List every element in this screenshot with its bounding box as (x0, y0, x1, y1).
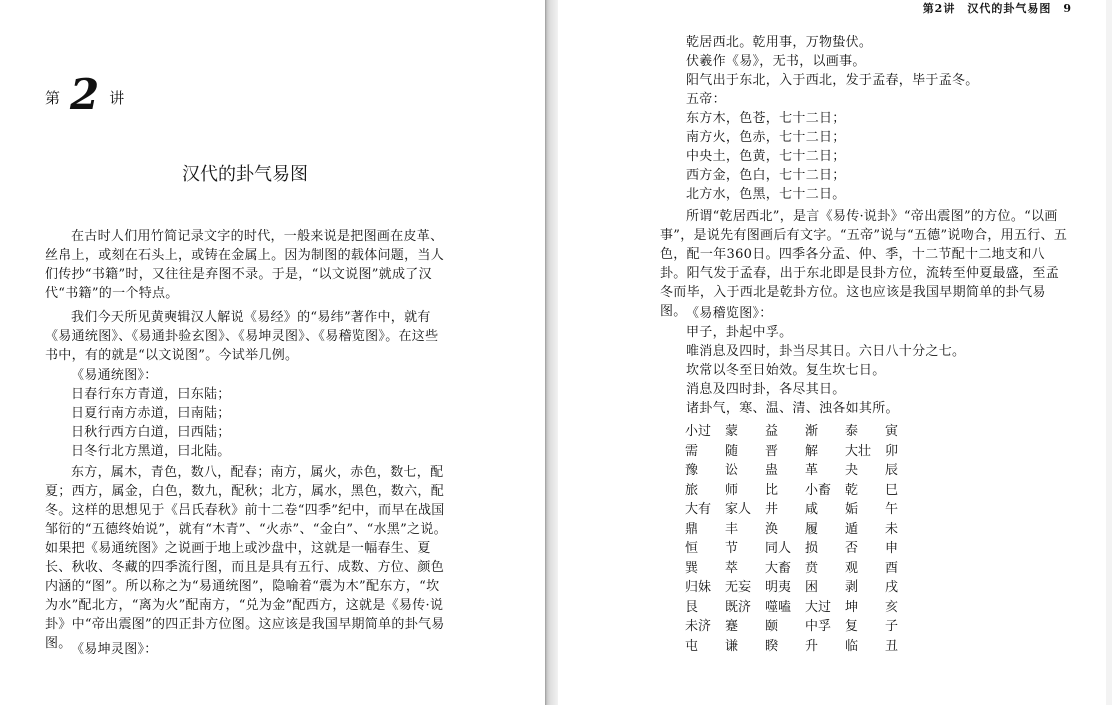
gua-cell: 师 (725, 482, 739, 498)
gua-cell: 巽 (685, 560, 699, 576)
gua-cell: 咸 (805, 502, 819, 518)
quote-line: 日夏行南方赤道，曰南陆； (71, 406, 231, 421)
gua-row (685, 635, 925, 655)
gua-branch-cell: 酉 (885, 560, 899, 576)
paragraph-2: 我们今天所见黄奭辑汉人解说《易经》的“易纬”著作中，就有《易通统图》、《易通卦验玄图》、《易坤灵图》、《易稽览图》。在这些书中，有的就是“以文说图”。今试举几例。 (45, 310, 439, 363)
gua-row (685, 537, 925, 557)
gua-cell: 谦 (725, 638, 739, 654)
scrollbar[interactable] (1106, 0, 1112, 705)
gua-cell: 复 (845, 619, 859, 635)
gua-branch-cell: 亥 (885, 599, 899, 615)
chapter-heading (45, 64, 125, 119)
gua-cell: 涣 (765, 521, 779, 537)
gua-branch-cell: 午 (885, 502, 899, 518)
gua-row (685, 576, 925, 596)
text-line: 伏羲作《易》，无书，以画事。 (686, 54, 866, 69)
gua-row (685, 615, 925, 635)
gua-cell: 大壮 (845, 443, 872, 459)
gua-cell: 随 (725, 443, 739, 459)
left-page (0, 0, 545, 705)
gua-cell: 睽 (765, 638, 779, 654)
gua-cell: 颐 (765, 619, 779, 635)
gua-branch-cell: 子 (885, 619, 899, 635)
gua-cell: 夬 (845, 463, 859, 479)
gua-cell: 中孚 (805, 619, 832, 635)
gua-row (685, 420, 925, 440)
gua-cell: 旅 (685, 482, 699, 498)
gua-cell: 大有 (685, 502, 712, 518)
paragraph-3: 东方，属木，青色，数八，配春；南方，属火，赤色，数七，配夏；西方，属金，白色，数九，配秋；北方，属水，黑色，数六，配冬。这样的思想见于《吕氏春秋》前十二卷“四季”纪中，而早在战国邹衍的“五德终始说”，就有“木青”、“火赤”、“金白”、“水黑”之说。如果把《易通统图》之说画于地上或沙盘中，这就是一幅春生、夏长、秋收、冬藏的四季流行图，而且是具有五行、成数、方位、颜色内涵的“图”。所以称之为“易通统图”，隐喻着“震为木”配东方，“坎为水”配北方，“离为火”配南方，“兑为金”配西方，这就是《易传·说卦》中“帝出震图”的四正卦方位图。这应该是我国早期简单的卦气易图。 (45, 465, 447, 651)
gua-cell: 升 (805, 638, 819, 654)
gua-row (685, 498, 925, 518)
gua-cell: 观 (845, 560, 859, 576)
gua-cell: 姤 (845, 502, 859, 518)
text-line: 北方水，色黑，七十二日。 (686, 187, 846, 202)
gua-branch-cell: 丑 (885, 638, 899, 654)
gua-cell: 同人 (765, 541, 792, 557)
gua-cell: 解 (805, 443, 819, 459)
gua-cell: 乾 (845, 482, 859, 498)
gua-table (685, 420, 925, 654)
gua-cell: 比 (765, 482, 779, 498)
gua-cell: 丰 (725, 521, 739, 537)
gua-cell: 泰 (845, 424, 859, 440)
gua-row (685, 479, 925, 499)
quote-line: 日秋行西方白道，曰西陆； (71, 425, 231, 440)
gua-cell: 履 (805, 521, 819, 537)
gua-row (685, 596, 925, 616)
text-line: 西方金，色白，七十二日； (686, 168, 846, 183)
gua-cell: 否 (845, 541, 859, 557)
quote-1-title: 《易通统图》： (71, 368, 158, 383)
gua-cell: 明夷 (765, 580, 792, 596)
chapter-prefix: 第 (45, 89, 61, 107)
gua-cell: 小过 (685, 424, 712, 440)
gua-row (685, 440, 925, 460)
quote-line: 日冬行北方黑道，曰北陆。 (71, 444, 231, 459)
gua-cell: 鼎 (685, 521, 699, 537)
gua-branch-cell: 寅 (885, 424, 899, 440)
gua-cell: 革 (805, 463, 819, 479)
text-line: 阳气出于东北，入于西北，发于孟春，毕于孟冬。 (686, 73, 979, 88)
gua-cell: 贲 (805, 560, 819, 576)
text-line: 消息及四时卦，各尽其日。 (686, 382, 846, 397)
text-line: 《易稽览图》： (686, 306, 773, 321)
gua-row (685, 518, 925, 538)
gua-cell: 损 (805, 541, 819, 557)
text-line: 唯消息及四时，卦当尽其日。六日八十分之七。 (686, 344, 966, 359)
gua-cell: 萃 (725, 560, 739, 576)
gua-cell: 蹇 (725, 619, 739, 635)
chapter-suffix: 讲 (109, 89, 125, 107)
chapter-number: 2 (70, 70, 100, 119)
gua-branch-cell: 未 (885, 521, 899, 537)
text-line: 诸卦气，寒、温、清、浊各如其所。 (686, 401, 899, 416)
gua-cell: 无妄 (725, 580, 752, 596)
gua-cell: 豫 (685, 463, 699, 479)
gua-cell: 大畜 (765, 560, 792, 576)
quote-line: 日春行东方青道，曰东陆； (71, 387, 231, 402)
gua-cell: 临 (845, 638, 859, 654)
gua-cell: 渐 (805, 424, 819, 440)
gua-cell: 需 (685, 443, 699, 459)
gua-cell: 益 (765, 424, 779, 440)
gua-cell: 遁 (845, 521, 859, 537)
text-line: 东方木，色苍，七十二日； (686, 111, 846, 126)
text-line: 五帝： (686, 92, 726, 107)
page-gutter (545, 0, 558, 705)
gua-cell: 节 (725, 541, 739, 557)
quote-2-title: 《易坤灵图》： (71, 642, 158, 657)
gua-branch-cell: 辰 (885, 463, 899, 479)
running-head: 第2讲 汉代的卦气易图 9 (922, 2, 1072, 15)
gua-cell: 大过 (805, 599, 832, 615)
text-line: 南方火，色赤，七十二日； (686, 130, 846, 145)
gua-cell: 剥 (845, 580, 859, 596)
gua-cell: 小畜 (805, 482, 832, 498)
gua-cell: 家人 (725, 502, 752, 518)
gua-cell: 归妹 (685, 580, 712, 596)
gua-cell: 井 (765, 502, 779, 518)
text-line: 中央土，色黄，七十二日； (686, 149, 846, 164)
gua-branch-cell: 卯 (885, 443, 899, 459)
gua-cell: 坤 (845, 599, 859, 615)
gua-cell: 蒙 (725, 424, 739, 440)
gua-cell: 既济 (725, 599, 752, 615)
text-line: 甲子，卦起中孚。 (686, 325, 793, 340)
paragraph-1: 在古时人们用竹简记录文字的时代，一般来说是把图画在皮革、丝帛上，或刻在石头上，或铸在金属上。因为制图的载体问题，当人们传抄“书籍”时，又往往是弃图不录。于是，“以文说图”就成了汉代“书籍”的一个特点。 (45, 229, 445, 301)
text-line: 坎常以冬至日始效。复生坎七日。 (686, 363, 886, 378)
gua-cell: 蛊 (765, 463, 779, 479)
chapter-title: 汉代的卦气易图 (182, 164, 308, 185)
gua-branch-cell: 申 (885, 541, 899, 557)
gua-branch-cell: 巳 (885, 482, 899, 498)
gua-cell: 讼 (725, 463, 739, 479)
gua-cell: 艮 (685, 599, 699, 615)
quote-1-lines (45, 385, 476, 461)
gua-cell: 困 (805, 580, 819, 596)
gua-branch-cell: 戌 (885, 580, 899, 596)
gua-row (685, 459, 925, 479)
gua-cell: 未济 (685, 619, 712, 635)
paragraph-4: 所谓“乾居西北”，是言《易传·说卦》“帝出震图”的方位。“以画事”，是说先有图画后有文字。“五帝”说与“五德”说吻合，用五行、五色，配一年360日。四季各分孟、仲、季，十二节配十二地支和八卦。阳气发于孟春，出于东北即是艮卦方位，流转至仲夏最盛，至孟冬而毕，入于西北是乾卦方位。这也应该是我国早期简单的卦气易图。 (660, 209, 1068, 319)
gua-cell: 恒 (685, 541, 699, 557)
gua-cell: 晋 (765, 443, 779, 459)
gua-cell: 屯 (685, 638, 699, 654)
right-mid-lines (660, 304, 1096, 418)
gua-cell: 噬嗑 (765, 599, 792, 615)
gua-row (685, 557, 925, 577)
right-top-lines (660, 33, 1096, 204)
text-line: 乾居西北。乾用事，万物蛰伏。 (686, 35, 873, 50)
